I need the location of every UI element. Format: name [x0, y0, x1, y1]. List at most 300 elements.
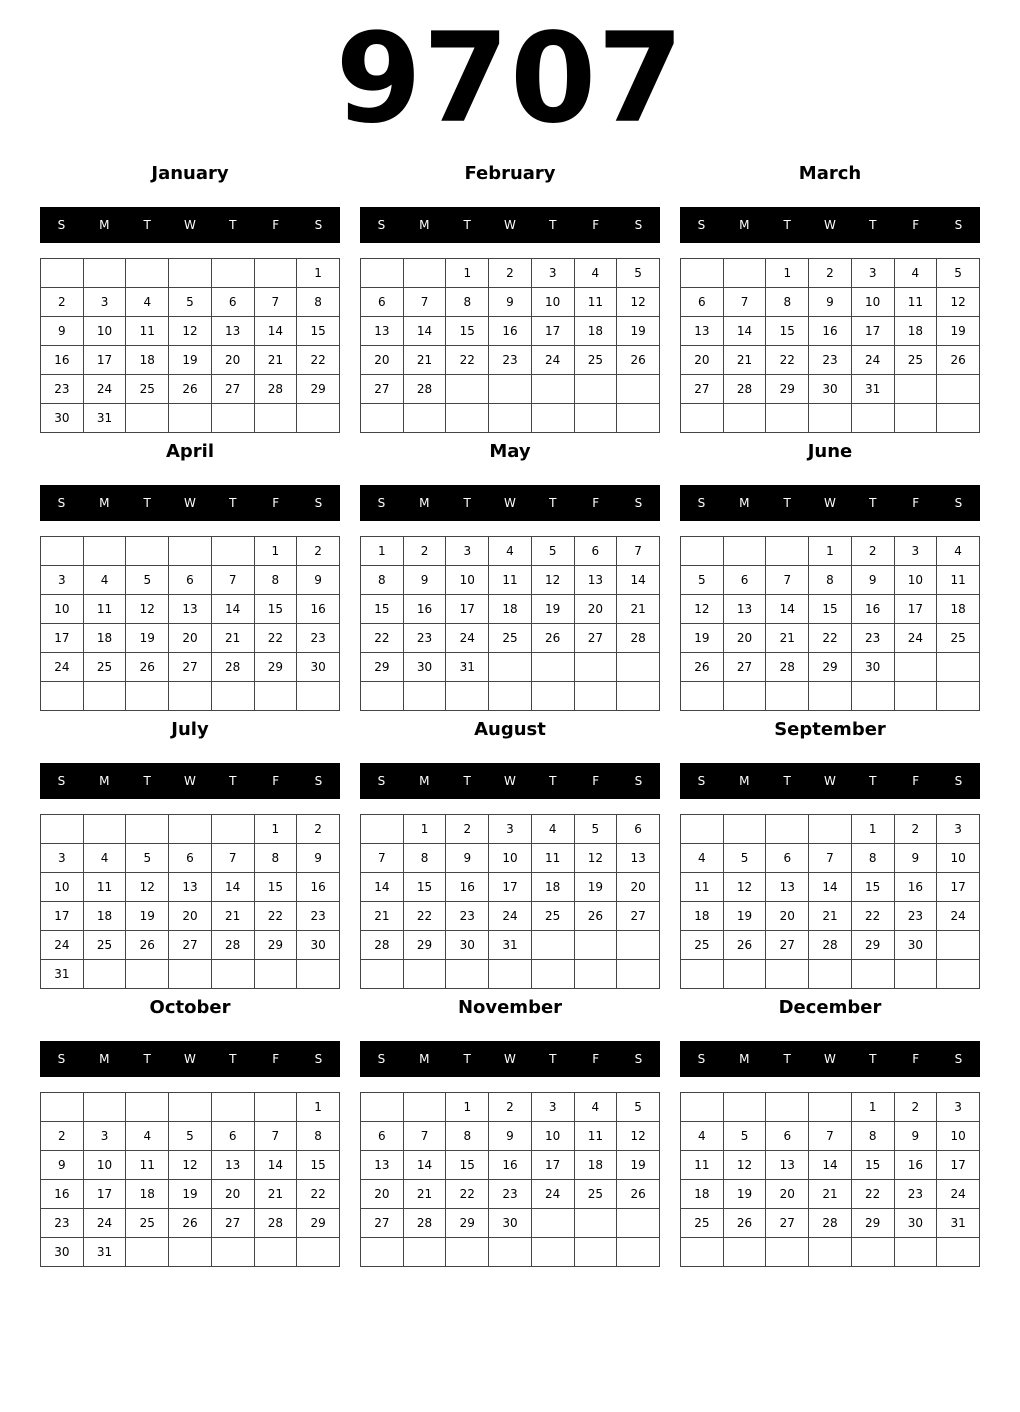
day-cell: 6	[361, 1122, 404, 1151]
week-row	[681, 902, 980, 931]
day-cell: 20	[211, 1180, 254, 1209]
week-row	[361, 1180, 660, 1209]
empty-day-cell	[169, 815, 212, 844]
week-row	[681, 682, 980, 711]
weekday-label: S	[57, 1052, 66, 1066]
day-cell: 3	[894, 537, 937, 566]
day-cell: 9	[489, 288, 532, 317]
weekday-label: F	[912, 218, 920, 232]
day-cell: 13	[766, 1151, 809, 1180]
weekday-label: T	[783, 218, 791, 232]
day-cell: 20	[617, 873, 660, 902]
day-cell: 10	[937, 1122, 980, 1151]
day-cell: 30	[297, 931, 340, 960]
weekday-label: F	[592, 1052, 600, 1066]
weekday-label: W	[504, 1052, 516, 1066]
day-cell: 16	[851, 595, 894, 624]
week-row	[361, 1238, 660, 1267]
weekday-header	[680, 1041, 980, 1077]
empty-day-cell	[574, 653, 617, 682]
day-cell: 29	[254, 931, 297, 960]
month-name: May	[489, 441, 531, 462]
week-row	[41, 1151, 340, 1180]
week-row	[41, 1238, 340, 1267]
day-cell: 30	[851, 653, 894, 682]
week-row	[41, 537, 340, 566]
weekday-label: T	[143, 1052, 151, 1066]
day-cell: 23	[446, 902, 489, 931]
month-name: December	[778, 997, 882, 1018]
week-row	[361, 1151, 660, 1180]
empty-day-cell	[809, 404, 852, 433]
weekday-label: F	[272, 774, 280, 788]
week-row	[681, 346, 980, 375]
day-cell: 18	[126, 1180, 169, 1209]
week-row	[41, 1180, 340, 1209]
day-cell: 7	[403, 288, 446, 317]
day-cell: 18	[574, 317, 617, 346]
day-cell: 31	[937, 1209, 980, 1238]
day-cell: 5	[723, 1122, 766, 1151]
week-row	[361, 815, 660, 844]
day-cell: 25	[681, 931, 724, 960]
day-cell: 16	[41, 346, 84, 375]
day-cell: 27	[723, 653, 766, 682]
month-name: September	[774, 719, 886, 740]
weekday-label: W	[504, 218, 516, 232]
day-cell: 22	[297, 1180, 340, 1209]
week-row	[361, 873, 660, 902]
empty-day-cell	[894, 682, 937, 711]
day-cell: 11	[83, 595, 126, 624]
empty-day-cell	[41, 1093, 84, 1122]
week-row	[41, 1209, 340, 1238]
day-cell: 8	[254, 566, 297, 595]
day-cell: 21	[766, 624, 809, 653]
week-row	[681, 375, 980, 404]
week-row	[361, 931, 660, 960]
day-cell: 17	[489, 873, 532, 902]
day-cell: 18	[126, 346, 169, 375]
day-cell: 16	[297, 595, 340, 624]
weekday-label: M	[739, 1052, 750, 1066]
empty-day-cell	[766, 682, 809, 711]
empty-day-cell	[361, 815, 404, 844]
day-cell: 10	[41, 873, 84, 902]
day-cell: 19	[126, 624, 169, 653]
empty-day-cell	[489, 682, 532, 711]
month-name: June	[807, 441, 853, 462]
day-cell: 27	[617, 902, 660, 931]
day-cell: 19	[169, 1180, 212, 1209]
day-cell: 11	[83, 873, 126, 902]
day-cell: 5	[617, 259, 660, 288]
empty-day-cell	[297, 960, 340, 989]
day-cell: 27	[211, 1209, 254, 1238]
day-cell: 21	[211, 902, 254, 931]
weekday-header	[360, 763, 660, 799]
day-cell: 12	[126, 595, 169, 624]
week-row	[681, 595, 980, 624]
weekday-label: T	[549, 1052, 557, 1066]
day-cell: 17	[41, 624, 84, 653]
weekday-label: F	[592, 774, 600, 788]
day-cell: 26	[126, 653, 169, 682]
day-cell: 2	[489, 259, 532, 288]
day-cell: 7	[723, 288, 766, 317]
day-cell: 30	[403, 653, 446, 682]
day-cell: 19	[126, 902, 169, 931]
empty-day-cell	[851, 1238, 894, 1267]
day-cell: 3	[446, 537, 489, 566]
day-cell: 17	[851, 317, 894, 346]
day-cell: 20	[361, 346, 404, 375]
day-cell: 11	[126, 1151, 169, 1180]
month-name: January	[151, 163, 229, 184]
weekday-header	[680, 485, 980, 521]
empty-day-cell	[169, 960, 212, 989]
empty-day-cell	[126, 1238, 169, 1267]
day-grid	[680, 536, 980, 711]
day-cell: 29	[297, 1209, 340, 1238]
empty-day-cell	[254, 682, 297, 711]
day-cell: 29	[851, 1209, 894, 1238]
week-row	[41, 404, 340, 433]
weekday-label: T	[869, 774, 877, 788]
day-cell: 6	[766, 844, 809, 873]
empty-day-cell	[211, 1238, 254, 1267]
day-cell: 26	[169, 375, 212, 404]
weekday-label: F	[912, 496, 920, 510]
empty-day-cell	[126, 404, 169, 433]
day-cell: 29	[254, 653, 297, 682]
day-cell: 13	[574, 566, 617, 595]
empty-day-cell	[937, 653, 980, 682]
day-cell: 4	[574, 1093, 617, 1122]
day-cell: 20	[169, 624, 212, 653]
day-cell: 22	[851, 902, 894, 931]
weekday-label: S	[697, 774, 706, 788]
empty-day-cell	[894, 653, 937, 682]
day-cell: 10	[894, 566, 937, 595]
day-cell: 12	[574, 844, 617, 873]
day-cell: 29	[361, 653, 404, 682]
day-cell: 9	[297, 844, 340, 873]
empty-day-cell	[681, 1093, 724, 1122]
weekday-label: T	[549, 496, 557, 510]
day-cell: 20	[681, 346, 724, 375]
week-row	[361, 404, 660, 433]
day-cell: 28	[403, 1209, 446, 1238]
week-row	[361, 595, 660, 624]
week-row	[361, 346, 660, 375]
empty-day-cell	[361, 960, 404, 989]
day-cell: 10	[937, 844, 980, 873]
weekday-label: T	[783, 1052, 791, 1066]
empty-day-cell	[574, 931, 617, 960]
day-cell: 25	[489, 624, 532, 653]
weekday-label: T	[463, 774, 471, 788]
day-cell: 14	[723, 317, 766, 346]
day-cell: 6	[574, 537, 617, 566]
week-row	[41, 317, 340, 346]
weekday-label: M	[419, 218, 430, 232]
day-grid	[360, 258, 660, 433]
day-cell: 14	[809, 873, 852, 902]
day-cell: 3	[41, 566, 84, 595]
day-cell: 8	[254, 844, 297, 873]
empty-day-cell	[403, 682, 446, 711]
weekday-label: S	[697, 1052, 706, 1066]
empty-day-cell	[937, 375, 980, 404]
day-cell: 26	[574, 902, 617, 931]
day-cell: 9	[851, 566, 894, 595]
day-cell: 24	[531, 346, 574, 375]
weekday-header	[360, 1041, 660, 1077]
empty-day-cell	[766, 1238, 809, 1267]
month-name: August	[474, 719, 546, 740]
empty-day-cell	[531, 1238, 574, 1267]
day-cell: 25	[937, 624, 980, 653]
week-row	[681, 1238, 980, 1267]
empty-day-cell	[169, 1238, 212, 1267]
weekday-label: T	[229, 496, 237, 510]
empty-day-cell	[723, 537, 766, 566]
day-cell: 15	[446, 317, 489, 346]
week-row	[41, 595, 340, 624]
day-cell: 29	[297, 375, 340, 404]
day-cell: 6	[766, 1122, 809, 1151]
day-cell: 24	[83, 1209, 126, 1238]
day-cell: 7	[211, 844, 254, 873]
day-cell: 5	[169, 1122, 212, 1151]
day-cell: 14	[211, 873, 254, 902]
weekday-label: W	[184, 218, 196, 232]
day-cell: 22	[446, 346, 489, 375]
day-cell: 19	[617, 317, 660, 346]
day-cell: 27	[169, 653, 212, 682]
day-grid	[360, 536, 660, 711]
weekday-label: S	[634, 774, 643, 788]
day-cell: 7	[617, 537, 660, 566]
weekday-label: S	[634, 218, 643, 232]
day-cell: 7	[211, 566, 254, 595]
day-grid	[360, 1092, 660, 1267]
day-cell: 9	[809, 288, 852, 317]
weekday-label: M	[99, 774, 110, 788]
day-cell: 28	[211, 931, 254, 960]
weekday-header	[680, 207, 980, 243]
empty-day-cell	[574, 1238, 617, 1267]
day-cell: 17	[83, 346, 126, 375]
day-cell: 4	[681, 844, 724, 873]
day-cell: 16	[894, 1151, 937, 1180]
day-cell: 24	[446, 624, 489, 653]
day-cell: 27	[361, 1209, 404, 1238]
day-cell: 19	[531, 595, 574, 624]
week-row	[681, 1180, 980, 1209]
day-grid	[680, 814, 980, 989]
week-row	[361, 375, 660, 404]
empty-day-cell	[126, 259, 169, 288]
weekday-label: W	[824, 496, 836, 510]
empty-day-cell	[489, 375, 532, 404]
week-row	[41, 346, 340, 375]
day-cell: 18	[83, 624, 126, 653]
week-row	[681, 537, 980, 566]
day-cell: 13	[211, 1151, 254, 1180]
empty-day-cell	[254, 259, 297, 288]
empty-day-cell	[894, 1238, 937, 1267]
day-cell: 16	[489, 1151, 532, 1180]
day-cell: 25	[894, 346, 937, 375]
day-cell: 17	[41, 902, 84, 931]
empty-day-cell	[617, 1209, 660, 1238]
empty-day-cell	[894, 404, 937, 433]
day-cell: 10	[41, 595, 84, 624]
weekday-label: F	[592, 496, 600, 510]
day-cell: 26	[617, 1180, 660, 1209]
weekday-header	[360, 207, 660, 243]
day-cell: 9	[446, 844, 489, 873]
empty-day-cell	[681, 259, 724, 288]
day-cell: 14	[403, 1151, 446, 1180]
day-cell: 23	[41, 375, 84, 404]
empty-day-cell	[531, 960, 574, 989]
day-cell: 22	[254, 902, 297, 931]
empty-day-cell	[446, 404, 489, 433]
week-row	[681, 960, 980, 989]
day-cell: 11	[531, 844, 574, 873]
empty-day-cell	[403, 960, 446, 989]
week-row	[361, 1093, 660, 1122]
empty-day-cell	[766, 537, 809, 566]
day-cell: 2	[894, 1093, 937, 1122]
weekday-label: T	[549, 774, 557, 788]
week-row	[41, 682, 340, 711]
day-cell: 17	[531, 317, 574, 346]
day-cell: 23	[41, 1209, 84, 1238]
day-cell: 23	[809, 346, 852, 375]
empty-day-cell	[723, 960, 766, 989]
empty-day-cell	[617, 1238, 660, 1267]
day-cell: 4	[489, 537, 532, 566]
week-row	[41, 844, 340, 873]
weekday-label: T	[463, 496, 471, 510]
day-cell: 14	[254, 317, 297, 346]
day-cell: 22	[851, 1180, 894, 1209]
week-row	[681, 259, 980, 288]
week-row	[41, 1122, 340, 1151]
day-cell: 2	[894, 815, 937, 844]
week-row	[361, 960, 660, 989]
weekday-label: M	[739, 774, 750, 788]
weekday-label: S	[377, 218, 386, 232]
empty-day-cell	[809, 682, 852, 711]
day-cell: 26	[617, 346, 660, 375]
day-cell: 16	[894, 873, 937, 902]
day-cell: 13	[169, 595, 212, 624]
empty-day-cell	[254, 1238, 297, 1267]
weekday-label: T	[783, 774, 791, 788]
day-cell: 28	[809, 931, 852, 960]
empty-day-cell	[766, 1093, 809, 1122]
day-cell: 30	[894, 1209, 937, 1238]
empty-day-cell	[809, 1238, 852, 1267]
day-cell: 13	[681, 317, 724, 346]
day-cell: 3	[41, 844, 84, 873]
empty-day-cell	[723, 404, 766, 433]
day-cell: 11	[937, 566, 980, 595]
empty-day-cell	[41, 259, 84, 288]
empty-day-cell	[254, 1093, 297, 1122]
day-cell: 2	[809, 259, 852, 288]
day-cell: 30	[297, 653, 340, 682]
day-cell: 23	[894, 902, 937, 931]
day-cell: 19	[617, 1151, 660, 1180]
day-cell: 4	[83, 566, 126, 595]
empty-day-cell	[446, 682, 489, 711]
empty-day-cell	[894, 375, 937, 404]
day-cell: 20	[361, 1180, 404, 1209]
empty-day-cell	[489, 1238, 532, 1267]
day-cell: 5	[617, 1093, 660, 1122]
day-cell: 8	[851, 1122, 894, 1151]
weekday-label: W	[184, 774, 196, 788]
empty-day-cell	[126, 682, 169, 711]
day-cell: 14	[403, 317, 446, 346]
day-cell: 25	[574, 1180, 617, 1209]
empty-day-cell	[169, 682, 212, 711]
week-row	[361, 844, 660, 873]
empty-day-cell	[403, 404, 446, 433]
day-cell: 23	[403, 624, 446, 653]
empty-day-cell	[809, 1093, 852, 1122]
day-grid	[360, 814, 660, 989]
day-cell: 1	[851, 815, 894, 844]
day-cell: 30	[489, 1209, 532, 1238]
empty-day-cell	[531, 931, 574, 960]
week-row	[681, 624, 980, 653]
week-row	[361, 259, 660, 288]
empty-day-cell	[126, 537, 169, 566]
weekday-label: M	[99, 496, 110, 510]
day-grid	[680, 1092, 980, 1267]
day-cell: 2	[297, 537, 340, 566]
empty-day-cell	[574, 375, 617, 404]
empty-day-cell	[723, 682, 766, 711]
day-cell: 29	[851, 931, 894, 960]
day-cell: 31	[851, 375, 894, 404]
week-row	[361, 1122, 660, 1151]
empty-day-cell	[254, 960, 297, 989]
day-cell: 4	[937, 537, 980, 566]
weekday-label: S	[377, 1052, 386, 1066]
day-cell: 11	[126, 317, 169, 346]
empty-day-cell	[169, 259, 212, 288]
week-row	[361, 902, 660, 931]
empty-day-cell	[361, 682, 404, 711]
day-cell: 26	[723, 931, 766, 960]
day-cell: 19	[574, 873, 617, 902]
day-cell: 23	[894, 1180, 937, 1209]
day-cell: 15	[809, 595, 852, 624]
day-cell: 13	[211, 317, 254, 346]
empty-day-cell	[489, 404, 532, 433]
weekday-label: M	[419, 774, 430, 788]
day-cell: 24	[851, 346, 894, 375]
empty-day-cell	[297, 404, 340, 433]
